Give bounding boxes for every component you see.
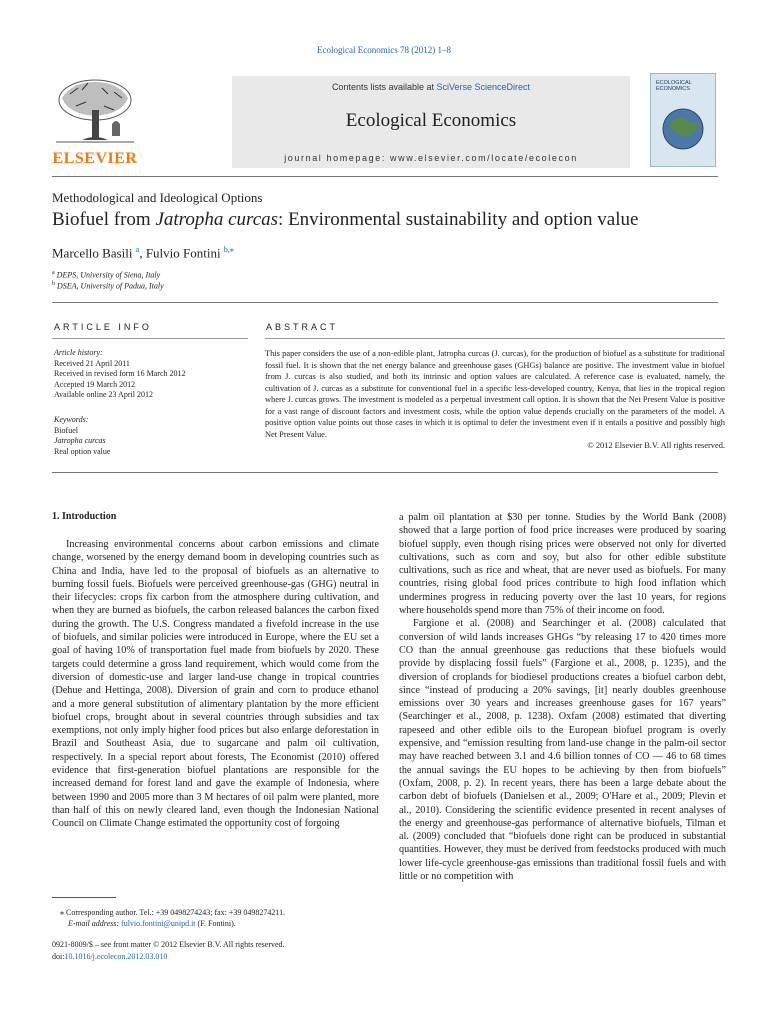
paragraph: a palm oil plantation at $30 per tonne. Studies by the World Bank (2008) showed that a large portion of food price increases were produced by soaring biofuel supply, even though rising prices were observed not only for diverted cultivations, such as corn and soy, but also for other edible substitute cultivations, such as rice and wheat, that are never used as biofuels. For many countries, rising global food prices contribute to high food inflation which undermines progress in reducing poverty over the last 10 years, for regions where households spend more than 75% of their income on food. — [399, 512, 726, 617]
author-affiliation-link[interactable]: b,⁎ — [223, 245, 234, 254]
article-info-heading: ARTICLE INFO — [54, 322, 152, 332]
keywords: Keywords: Biofuel Jatropha curcas Real option value — [54, 415, 111, 456]
email-link[interactable]: fulvio.fontini@unipd.it — [121, 919, 196, 928]
paragraph: Increasing environmental concerns about carbon emissions and climate change, worsened by the energy demand boom in developing countries such as China and India, have led to the proposal of biofuels as an alternative to burning fossil fuels. Biofuels were perceived greenhouse-gas (GHG) neutral in their lifecycles: crops fix carbon from the atmosphere during cultivation, and when they are burned as biofuels, the carbon released balances the carbon fixed during the growth. The U.S. Congress mandated a fivefold increase in the use of biofuels, and similar policies were introduced in Europe, where the EU set a goal of having 10% of transportation fuel made from biofuels by 2020. These targets could determine a gross land requirement, which would come from the diversion of domestic-use and larger land-use change in tropical countries (Dehue and Hettinga, 2008). Diversion of grain and corn to produce ethanol and a more general substitution of alimentary plantation by the more efficient biofuel crops, brought about in several countries through subsidies and tax exemptions, not only imply higher food prices but also enlarge deforestation in Brazil and Southeast Asia, due to sugarcane and palm oil cultivation, respectively. In a special report about forests, The Economist (2010) offered evidence that first-generation biofuel plantations are responsible for the increased demand for forest land and gave the example of Indonesia, where between 1990 and 2005 more than 3 M hectares of oil palm were planted, more than half of this on newly cleared land, even though the Indonesian National Council on Climate Change estimated the opportunity cost of forgoing — [52, 539, 379, 830]
journal-cover-thumbnail — [650, 73, 716, 167]
contents-line — [232, 82, 630, 92]
author-name: Fulvio Fontini — [145, 245, 221, 261]
sciencedirect-link[interactable]: SciVerse ScienceDirect — [436, 82, 531, 92]
body-column-right — [399, 511, 726, 883]
affiliation: $^a$ DEPS, University of Siena, Italy — [52, 270, 161, 280]
article-title: Biofuel from Jatropha curcas: Environmental sustainability and option value — [52, 209, 639, 230]
corresponding-author: ⁎ Corresponding author. Tel.: +39 0498274243; fax: +39 0498274211. — [60, 908, 286, 917]
title-rule — [52, 302, 718, 303]
doi-link[interactable]: 10.1016/j.ecolecon.2012.03.010 — [64, 952, 168, 961]
abstract-bottom-rule — [52, 472, 718, 473]
abstract — [265, 348, 725, 452]
abstract-rule — [265, 338, 725, 339]
elsevier-wordmark: ELSEVIER — [52, 150, 138, 167]
journal-homepage[interactable]: journal homepage: www.elsevier.com/locate/ecolecon — [284, 153, 578, 163]
copyright: © 2012 Elsevier B.V. All rights reserved. — [587, 441, 725, 450]
authors: Marcello Basili $^a$, Fulvio Fontini $^{b,⁎}$ — [52, 245, 234, 261]
doi-line: doi:10.1016/j.ecolecon.2012.03.010 — [52, 952, 168, 961]
section-type: Methodological and Ideological Options — [52, 190, 263, 205]
footnote: ⁎ Corresponding author. Tel.: +39 0498274243; fax: +39 0498274211. E-mail address: fulvio.fontini@unipd.it (F. Fontini). — [60, 908, 286, 928]
abstract-text: This paper considers the use of a non-edible plant, Jatropha curcas (J. curcas), for the production of biofuel as a substitute for traditional fossil fuel. It is shown that the net energy balance and greenhouse gases (GHGs) balance are positive. The investment value in biofuel from J. curcas is also studied, and both its intrinsic and option values are calculated. A reference case is evaluated, namely, the cultivation of J. curcas as a substitute for conventional fuel in a specific less-developed country, Kenya, that lies in the tropical region where J. curcas grows. The investment is modeled as a perpetual investment call option. It is shown that the Net Present Value is positive for a vast range of discount factors and investment costs, while the option value depends crucially on the parameters of the model. A positive option value points out those cases in which it is optimal to defer the investment even if it entails a positive and possibly high Net Present Value. — [265, 349, 725, 439]
footnote-rule — [52, 897, 116, 898]
contents-prefix: Contents lists available at — [331, 82, 437, 92]
header-rule — [52, 176, 718, 177]
author-name: Marcello Basili — [52, 245, 133, 261]
article-history: Article history: Received 21 April 2011 Received in revised form 16 March 2012 Accepted 19 March 2012 Available online 23 April 2012 — [54, 348, 186, 399]
paragraph: Fargione et al. (2008) and Searchinger et al. (2008) calculated that conversion of wild lands increases GHGs “by releasing 17 to 420 times more CO than the annual greenhouse gas reductions that these biofuels would provide by displacing fossil fuels” (Fargione et al., 2008, p. 1235), and the diversion of croplands for biodiesel productions creates a biofuel carbon debt, since “instead of producing a 20% savings, [it] nearly doubles greenhouse emissions over 30 years and increases greenhouse gases for 167 years” (Searchinger et al., 2008, p. 1238). Oxfam (2008) estimated that diverting rapeseed and other edible oils to the European biofuel program is overly expensive, and “emission resulting from land-use change in the palm-oil sector may have reached between 3.1 and 4.6 billion tonnes of CO — 46 to 68 times the annual savings the EU hopes to be achieving by then from biofuels” (Oxfam, 2008, p. 2). In recent years, there has been a large debate about the carbon debt of biofuels (Danielsen et al., 2009; O'Hare et al., 2009; Plevin et al., 2010). Considering the scientific evidence presented in recent analyses of the energy and greenhouse-gas performance of alternative biofuels, Tilman et al. (2009) concluded that “biofuels done right can be produced in substantial quantities. However, they must be derived from feedstocks produced with much lower life-cycle greenhouse-gas emissions than traditional fossil fuels and with little or no competition with — [399, 618, 726, 883]
section-heading: 1. Introduction — [52, 511, 117, 522]
abstract-heading: ABSTRACT — [266, 322, 339, 332]
cover-title: ECOLOGICAL ECONOMICS — [656, 80, 692, 92]
issn-line: 0921-8009/$ – see front matter © 2012 Elsevier B.V. All rights reserved. — [52, 940, 285, 949]
affiliation: $^b$ DSEA, University of Padua, Italy — [52, 281, 164, 291]
journal-reference[interactable]: Ecological Economics 78 (2012) 1–8 — [317, 45, 451, 55]
journal-name: Ecological Economics — [345, 110, 517, 131]
author-affiliation-link[interactable]: a — [135, 245, 140, 254]
body-column-left — [52, 538, 379, 831]
article-info-rule — [52, 338, 248, 339]
